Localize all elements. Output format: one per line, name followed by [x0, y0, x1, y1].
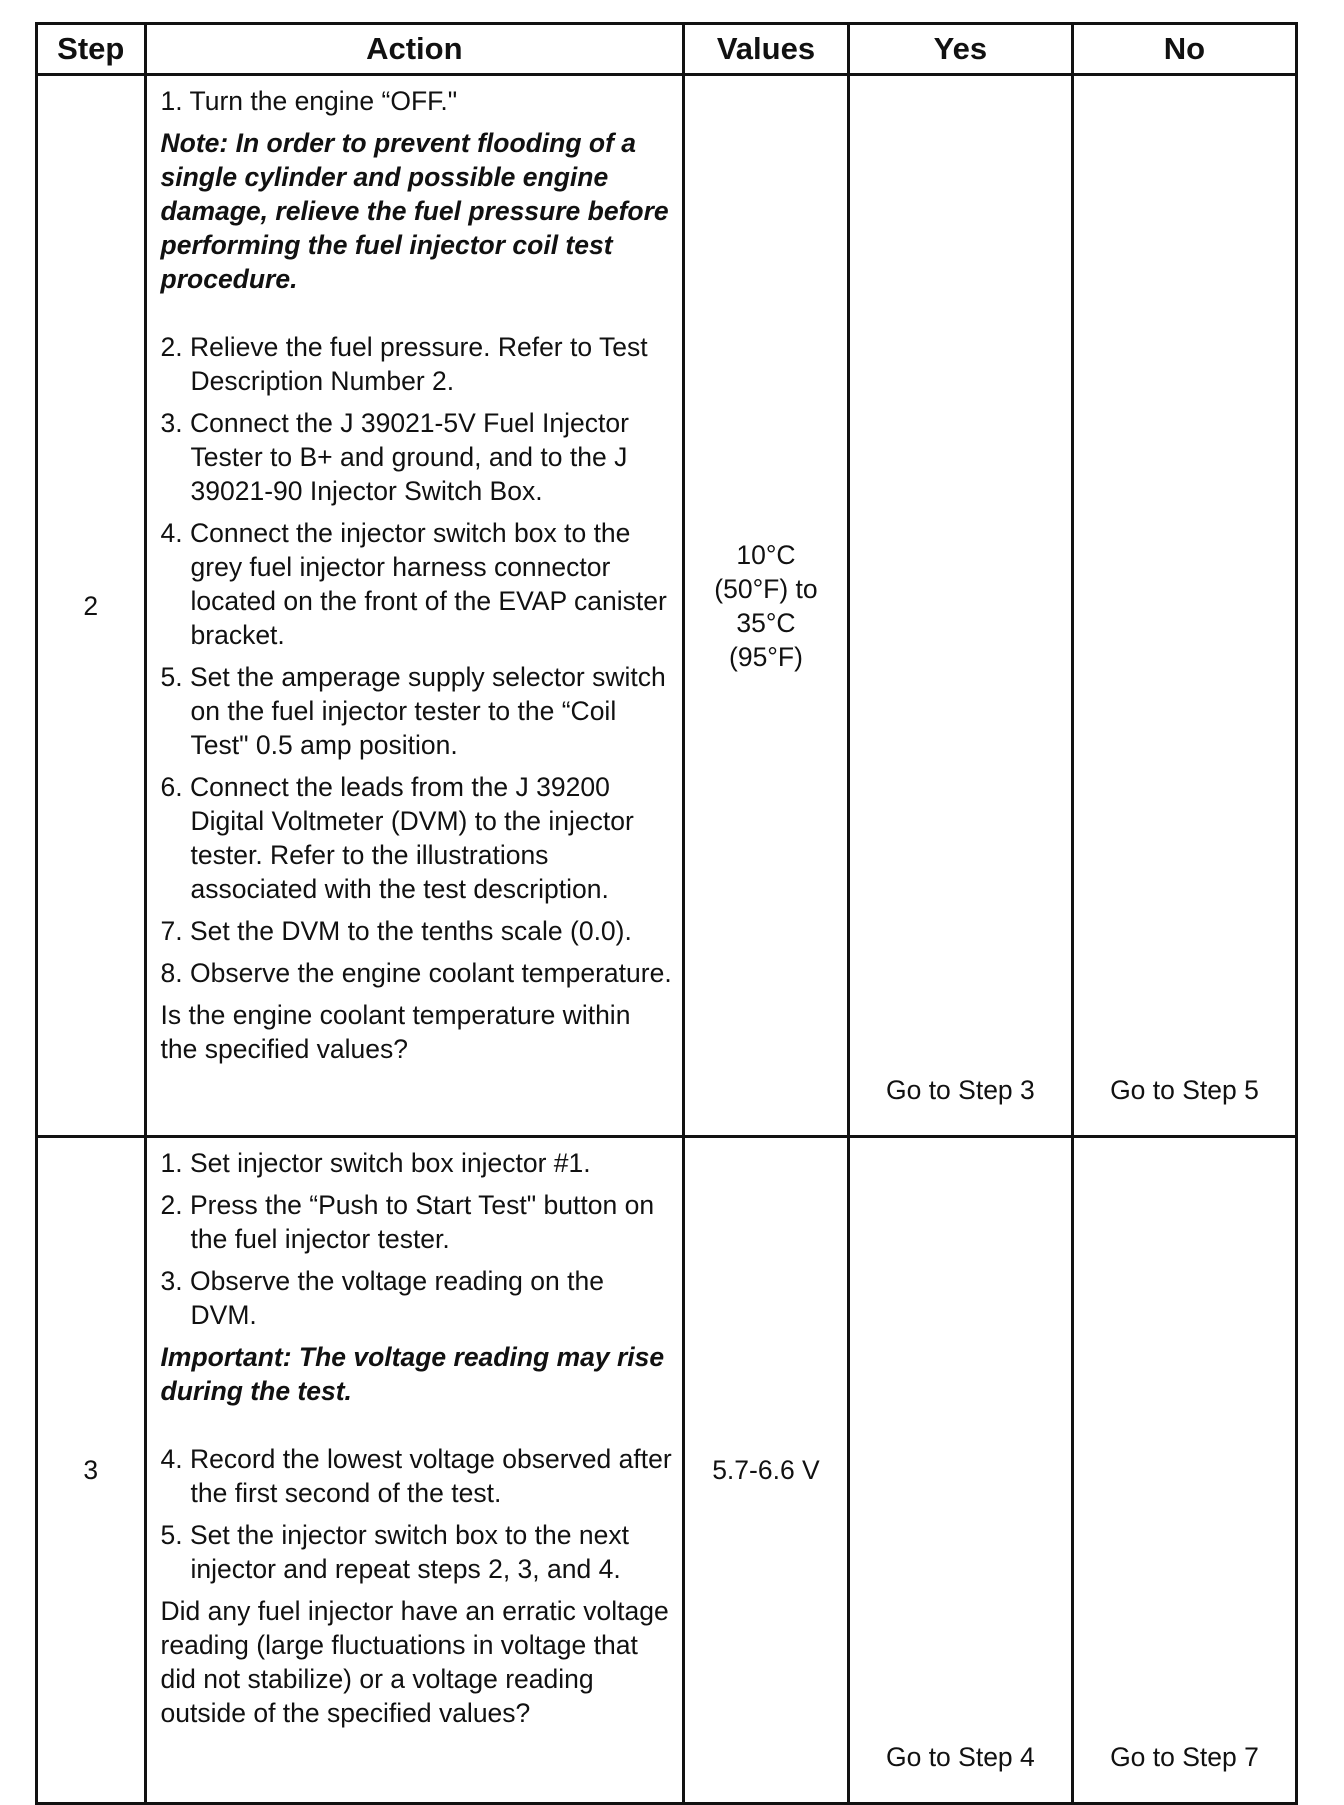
- value-line: 10°C: [736, 539, 796, 570]
- action-question: Did any fuel injector have an erratic voltage reading (large fluctuations in voltage that did not stabilize) or a voltage reading outside of the specified values?: [160, 1596, 669, 1728]
- action-item: 5. Set the injector switch box to the next injector and repeat steps 2, 3, and 4.: [160, 1520, 629, 1584]
- step-number: 2: [37, 75, 146, 1137]
- yes-cell: Go to Step 4: [848, 1137, 1072, 1804]
- action-question: Is the engine coolant temperature within the specified values?: [160, 1000, 631, 1064]
- action-item: 6. Connect the leads from the J 39200 Digital Voltmeter (DVM) to the injector tester. Refer to the illustrations associated with the test description.: [160, 772, 634, 904]
- header-no: No: [1072, 24, 1296, 75]
- no-cell: Go to Step 7: [1072, 1137, 1296, 1804]
- action-item: 3. Observe the voltage reading on the DVM.: [160, 1266, 604, 1330]
- header-yes: Yes: [848, 24, 1072, 75]
- action-item: 3. Connect the J 39021-5V Fuel Injector Tester to B+ and ground, and to the J 39021-90 Injector Switch Box.: [160, 408, 629, 506]
- values-cell: [684, 75, 849, 1137]
- table-row-step-2: [37, 75, 1297, 1137]
- value-line: 5.7-6.6 V: [712, 1455, 820, 1485]
- action-item: 4. Connect the injector switch box to the grey fuel injector harness connector located on the front of the EVAP canister bracket.: [160, 518, 667, 650]
- header-step: Step: [37, 24, 146, 75]
- action-important: Important: The voltage reading may rise during the test.: [160, 1342, 665, 1406]
- yes-cell: Go to Step 3: [848, 75, 1072, 1137]
- action-item: 1. Turn the engine “OFF.": [160, 86, 458, 116]
- action-cell: [145, 75, 684, 1137]
- value-line: 35°C: [736, 607, 796, 638]
- value-line: (95°F): [729, 641, 803, 672]
- action-cell: [145, 1137, 684, 1804]
- action-item: 2. Press the “Push to Start Test" button on the fuel injector tester.: [160, 1190, 655, 1254]
- header-values: Values: [684, 24, 849, 75]
- action-note: Note: In order to prevent flooding of a single cylinder and possible engine damage, relieve the fuel pressure before performing the fuel injector coil test procedure.: [160, 128, 669, 294]
- values-cell: [684, 1137, 849, 1804]
- value-line: (50°F) to: [714, 573, 818, 604]
- table-row-step-3: [37, 1137, 1297, 1804]
- action-item: 4. Record the lowest voltage observed after the first second of the test.: [160, 1444, 672, 1508]
- no-cell: Go to Step 5: [1072, 75, 1296, 1137]
- action-item: 7. Set the DVM to the tenths scale (0.0).: [160, 916, 632, 946]
- action-item: 2. Relieve the fuel pressure. Refer to Test Description Number 2.: [160, 332, 648, 396]
- header-row: [37, 24, 1297, 75]
- action-item: 5. Set the amperage supply selector switch on the fuel injector tester to the “Coil Test" 0.5 amp position.: [160, 662, 666, 760]
- header-action: Action: [145, 24, 684, 75]
- step-number: 3: [37, 1137, 146, 1804]
- action-item: 1. Set injector switch box injector #1.: [160, 1148, 591, 1178]
- action-item: 8. Observe the engine coolant temperature.: [160, 958, 672, 988]
- diagnostic-table: [35, 22, 1298, 1805]
